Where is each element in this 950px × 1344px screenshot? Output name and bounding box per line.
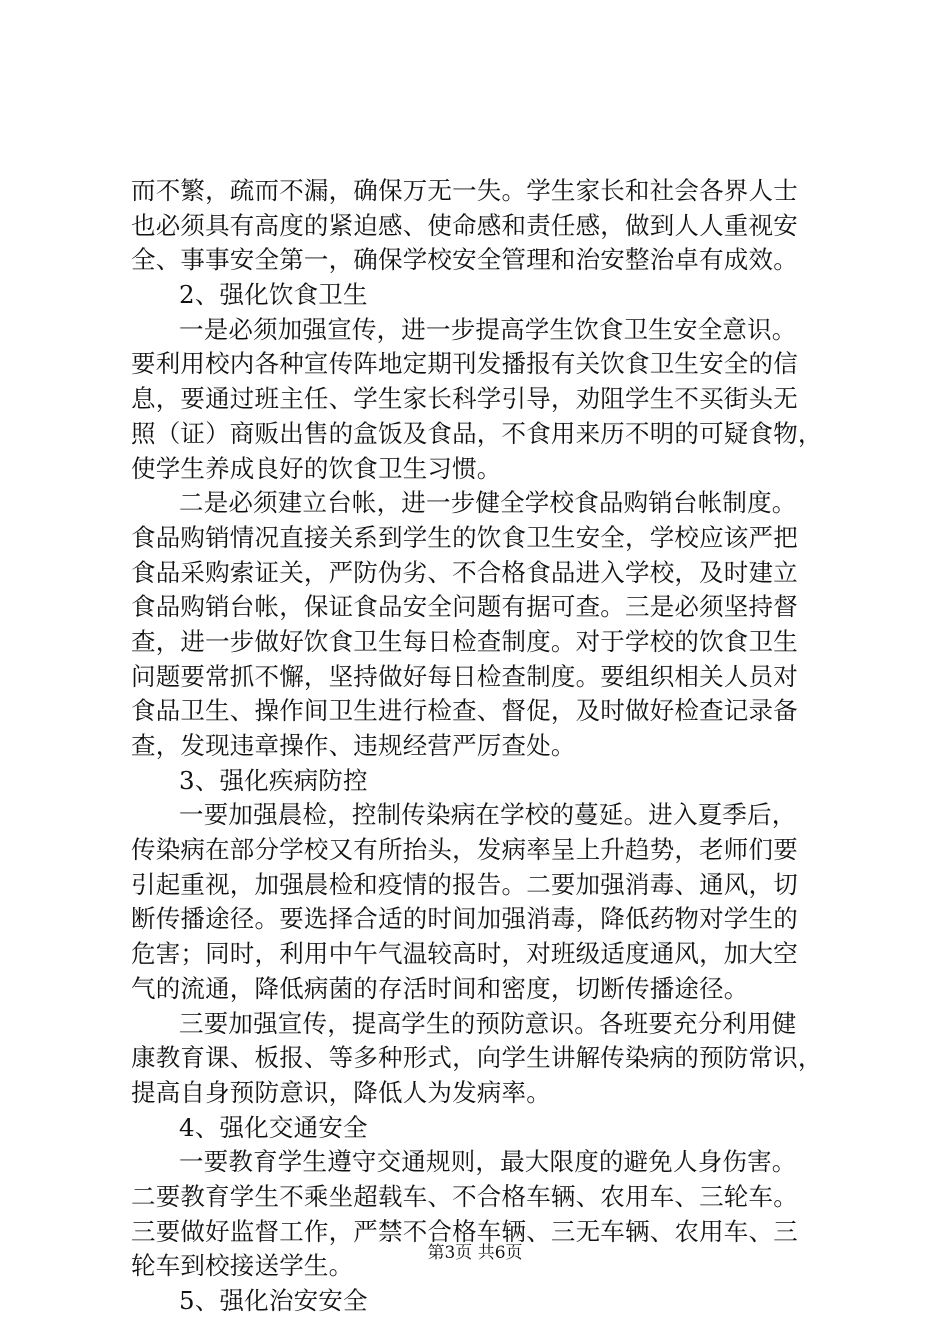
- text-line-8: 照（证）商贩出售的盒饭及食品，不食用来历不明的可疑食物，: [131, 418, 823, 448]
- section-heading-2: 2、强化饮食卫生: [179, 280, 368, 310]
- text-line-20: 传染病在部分学校又有所抬头，发病率呈上升趋势，老师们要: [131, 835, 798, 865]
- text-line-2: 也必须具有高度的紧迫感、使命感和责任感，做到人人重视安: [131, 210, 798, 240]
- text-line-12: 食品采购索证关，严防伪劣、不合格食品进入学校，及时建立: [131, 557, 798, 587]
- text-line-26: 康教育课、板报、等多种形式，向学生讲解传染病的预防常识，: [131, 1043, 823, 1073]
- text-line-19: 一要加强晨检，控制传染病在学校的蔓延。进入夏季后，: [179, 800, 797, 830]
- text-line-13: 食品购销台帐，保证食品安全问题有据可查。三是必须坚持督: [131, 592, 798, 622]
- section-heading-5: 5、强化治安安全: [179, 1286, 368, 1315]
- text-line-7: 息，要通过班主任、学生家长科学引导，劝阻学生不买街头无: [131, 384, 798, 414]
- text-line-10: 二是必须建立台帐，进一步健全学校食品购销台帐制度。: [179, 488, 797, 518]
- section-heading-3: 3、强化疾病防控: [179, 765, 368, 795]
- text-line-21: 引起重视，加强晨检和疫情的报告。二要加强消毒、通风，切: [131, 869, 798, 899]
- text-line-27: 提高自身预防意识，降低人为发病率。: [131, 1077, 551, 1107]
- text-line-23: 危害；同时，利用中午气温较高时，对班级适度通风，加大空: [131, 939, 798, 969]
- text-line-3: 全、事事安全第一，确保学校安全管理和治安整治卓有成效。: [131, 245, 798, 275]
- text-line-17: 查，发现违章操作、违规经营严厉查处。: [131, 731, 576, 760]
- text-line-24: 气的流通，降低病菌的存活时间和密度，切断传播途径。: [131, 973, 749, 1003]
- text-line-5: 一是必须加强宣传，进一步提高学生饮食卫生安全意识。: [179, 314, 797, 344]
- text-line-6: 要利用校内各种宣传阵地定期刊发播报有关饮食卫生安全的信: [131, 349, 798, 379]
- text-line-1: 而不繁，疏而不漏，确保万无一失。学生家长和社会各界人士: [131, 176, 798, 205]
- text-line-30: 二要教育学生不乘坐超载车、不合格车辆、农用车、三轮车。: [131, 1181, 798, 1211]
- text-line-16: 食品卫生、操作间卫生进行检查、督促，及时做好检查记录备: [131, 696, 798, 726]
- text-line-25: 三要加强宣传，提高学生的预防意识。各班要充分利用健: [179, 1008, 797, 1038]
- text-line-14: 查，进一步做好饮食卫生每日检查制度。对于学校的饮食卫生: [131, 626, 798, 656]
- document-body: [131, 174, 841, 1319]
- text-line-9: 使学生养成良好的饮食卫生习惯。: [131, 453, 502, 483]
- page-number-footer: 第3页 共6页: [427, 1243, 523, 1263]
- text-line-22: 断传播途径。要选择合适的时间加强消毒，降低药物对学生的: [131, 904, 798, 934]
- text-line-11: 食品购销情况直接关系到学生的饮食卫生安全，学校应该严把: [131, 522, 798, 552]
- text-line-15: 问题要常抓不懈，坚持做好每日检查制度。要组织相关人员对: [131, 661, 798, 691]
- text-line-32: 轮车到校接送学生。: [131, 1251, 354, 1281]
- text-line-29: 一要教育学生遵守交通规则，最大限度的避免人身伤害。: [179, 1147, 797, 1177]
- section-heading-4: 4、强化交通安全: [179, 1112, 368, 1142]
- text-line-31: 三要做好监督工作，严禁不合格车辆、三无车辆、农用车、三: [131, 1216, 798, 1246]
